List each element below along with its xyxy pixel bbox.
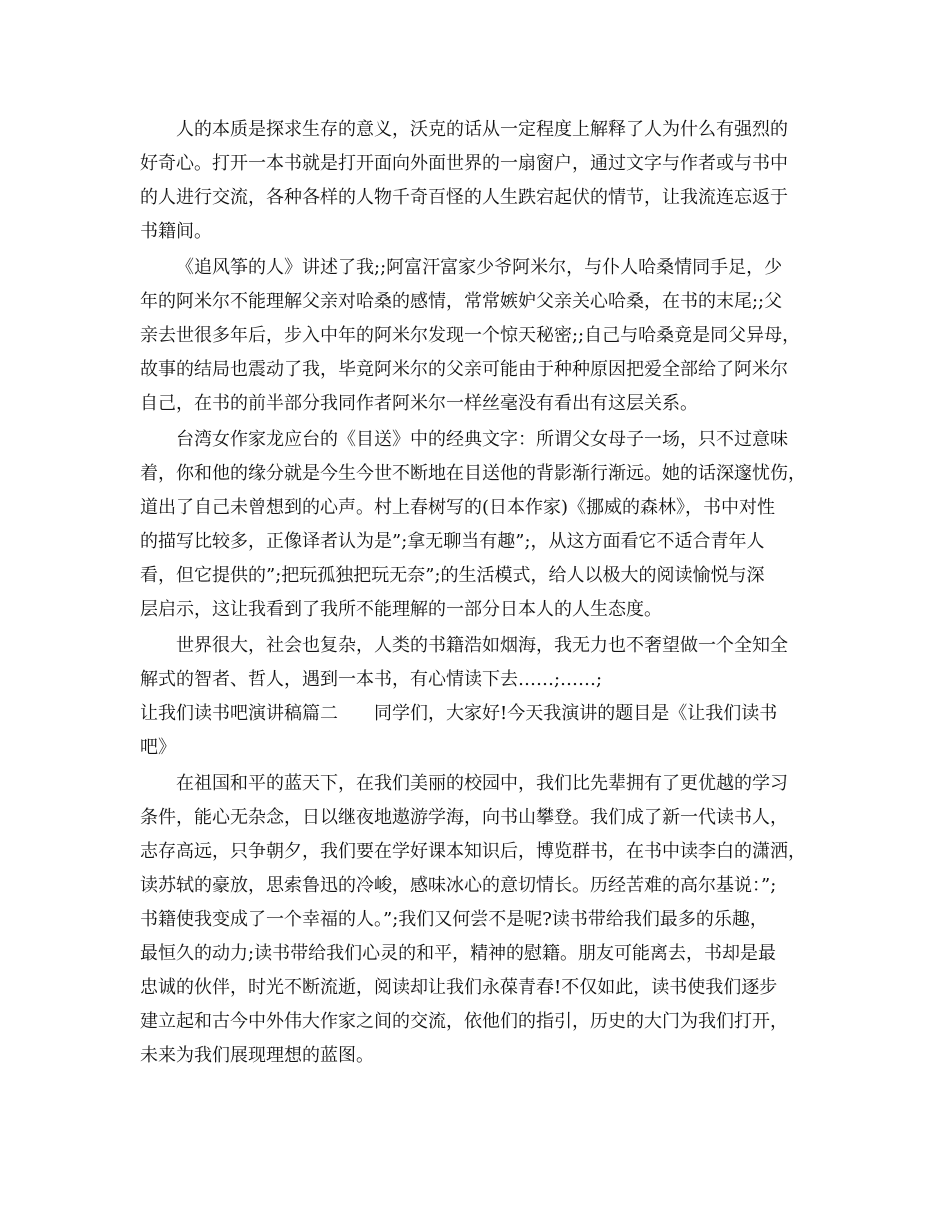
text-line: 台湾女作家龙应台的《目送》中的经典文字：所谓父女母子一场，只不过意味 (176, 429, 788, 450)
text-line: 道出了自己未曾想到的心声。村上春树写的(日本作家)《挪威的森林》，书中对性 (140, 497, 776, 518)
text-line: 书籍间。 (140, 221, 212, 242)
text-line: 好奇心。打开一本书就是打开面向外面世界的一扇窗户，通过文字与作者或与书中 (140, 153, 788, 174)
text-line: 的人进行交流，各种各样的人物千奇百怪的人生跌宕起伏的情节，让我流连忘返于 (140, 187, 788, 208)
text-line: 志存高远，只争朝夕，我们要在学好课本知识后，博览群书，在书中读李白的潇洒， (140, 841, 806, 862)
text-line: 的描写比较多，正像译者认为是”;拿无聊当有趣”;，从这方面看它不适合青年人 (140, 531, 765, 552)
text-line: 建立起和古今中外伟大作家之间的交流，依他们的指引，历史的大门为我们打开， (140, 1011, 788, 1032)
text-line: 世界很大，社会也复杂，人类的书籍浩如烟海，我无力也不奢望做一个全知全 (176, 635, 788, 656)
text-line: 着，你和他的缘分就是今生今世不断地在目送他的背影渐行渐远。她的话深邃忧伤， (140, 463, 806, 484)
text-line: 最恒久的动力;读书带给我们心灵的和平，精神的慰籍。朋友可能离去，书却是最 (140, 943, 777, 964)
section-heading-line: 吧》 (140, 737, 176, 758)
text-line: 自己，在书的前半部分我同作者阿米尔一样丝毫没有看出有这层关系。 (140, 393, 698, 414)
text-line: 《追风筝的人》讲述了我;;阿富汗富家少爷阿米尔，与仆人哈桑情同手足，少 (176, 257, 783, 278)
text-line: 解式的智者、哲人，遇到一本书，有心情读下去……;……; (140, 669, 603, 690)
text-line: 未来为我们展现理想的蓝图。 (140, 1045, 374, 1066)
section-heading-line: 让我们读书吧演讲稿篇二 同学们，大家好!今天我演讲的题目是《让我们读书 (140, 703, 778, 724)
text-line: 年的阿米尔不能理解父亲对哈桑的感情，常常嫉妒父亲关心哈桑，在书的末尾;;父 (140, 291, 783, 312)
text-line: 亲去世很多年后，步入中年的阿米尔发现一个惊天秘密;;自己与哈桑竟是同父异母， (140, 325, 801, 346)
text-line: 书籍使我变成了一个幸福的人。”;我们又何尝不是呢?读书带给我们最多的乐趣， (140, 909, 768, 930)
text-line: 在祖国和平的蓝天下，在我们美丽的校园中，我们比先辈拥有了更优越的学习 (176, 773, 788, 794)
text-line: 人的本质是探求生存的意义，沃克的话从一定程度上解释了人为什么有强烈的 (176, 119, 788, 140)
text-line: 故事的结局也震动了我，毕竟阿米尔的父亲可能由于种种原因把爱全部给了阿米尔 (140, 359, 788, 380)
text-line: 层启示，这让我看到了我所不能理解的一部分日本人的人生态度。 (140, 599, 662, 620)
text-line: 条件，能心无杂念，日以继夜地遨游学海，向书山攀登。我们成了新一代读书人， (140, 807, 788, 828)
text-line: 读苏轼的豪放，思索鲁迅的冷峻，感味冰心的意切情长。历经苦难的高尔基说：”; (140, 875, 777, 896)
text-line: 看，但它提供的”;把玩孤独把玩无奈”;的生活模式，给人以极大的阅读愉悦与深 (140, 565, 765, 586)
text-line: 忠诚的伙伴，时光不断流逝，阅读却让我们永葆青春!不仅如此，读书使我们逐步 (140, 977, 778, 998)
